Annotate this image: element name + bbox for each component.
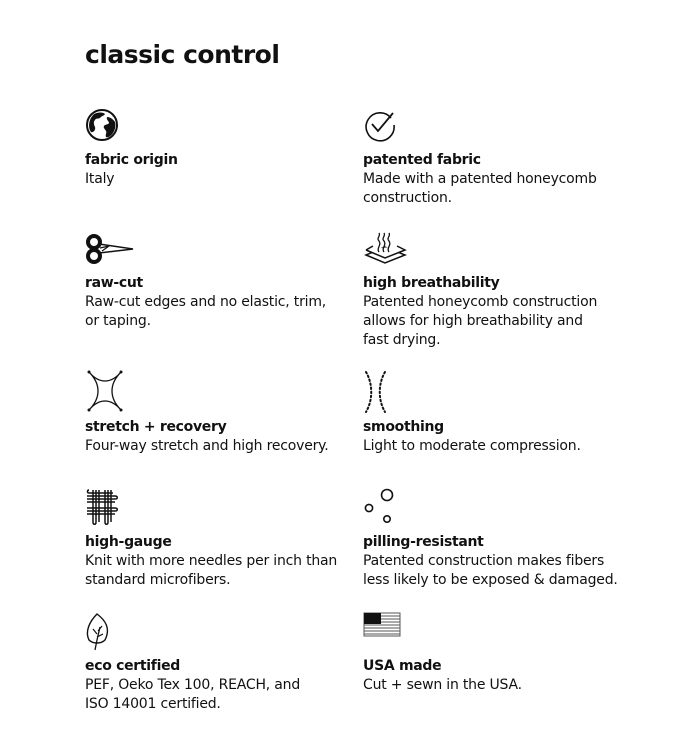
feature-description: PEF, Oeko Tex 100, REACH, and ISO 14001 certified.	[85, 677, 301, 712]
compression-curves-icon	[363, 370, 403, 406]
feature-description: Patented construction makes fibers less likely to be exposed & damaged.	[363, 553, 618, 588]
feature-label: smoothing	[363, 419, 444, 435]
feature-description: Cut + sewn in the USA.	[363, 677, 522, 693]
breathable-layers-icon	[363, 232, 403, 268]
page-title: classic control	[85, 40, 280, 69]
feature-description: Light to moderate compression.	[363, 438, 581, 454]
scissors-icon	[85, 232, 125, 268]
feature-label: high-gauge	[85, 534, 172, 550]
feature-label: high breathability	[363, 275, 500, 291]
feature-description: Knit with more needles per inch than standard microfibers.	[85, 553, 338, 588]
feature-label: pilling-resistant	[363, 534, 484, 550]
feature-description: Raw-cut edges and no elastic, trim, or taping.	[85, 294, 327, 329]
feature-description: Four-way stretch and high recovery.	[85, 438, 329, 454]
check-circle-icon	[363, 108, 403, 144]
feature-description: Italy	[85, 171, 115, 187]
feature-description: Patented honeycomb construction allows for high breathability and fast drying.	[363, 294, 598, 348]
feature-label: USA made	[363, 658, 442, 674]
us-flag-icon	[363, 612, 403, 648]
feature-label: stretch + recovery	[85, 419, 227, 435]
leaf-icon	[85, 612, 125, 648]
globe-icon	[85, 108, 125, 144]
four-way-stretch-icon	[85, 370, 125, 406]
feature-label: patented fabric	[363, 152, 481, 168]
feature-description: Made with a patented honeycomb construction.	[363, 171, 597, 206]
knit-grid-icon	[85, 488, 125, 524]
feature-label: eco certified	[85, 658, 180, 674]
bubbles-icon	[363, 488, 403, 524]
feature-label: raw-cut	[85, 275, 143, 291]
feature-label: fabric origin	[85, 152, 178, 168]
